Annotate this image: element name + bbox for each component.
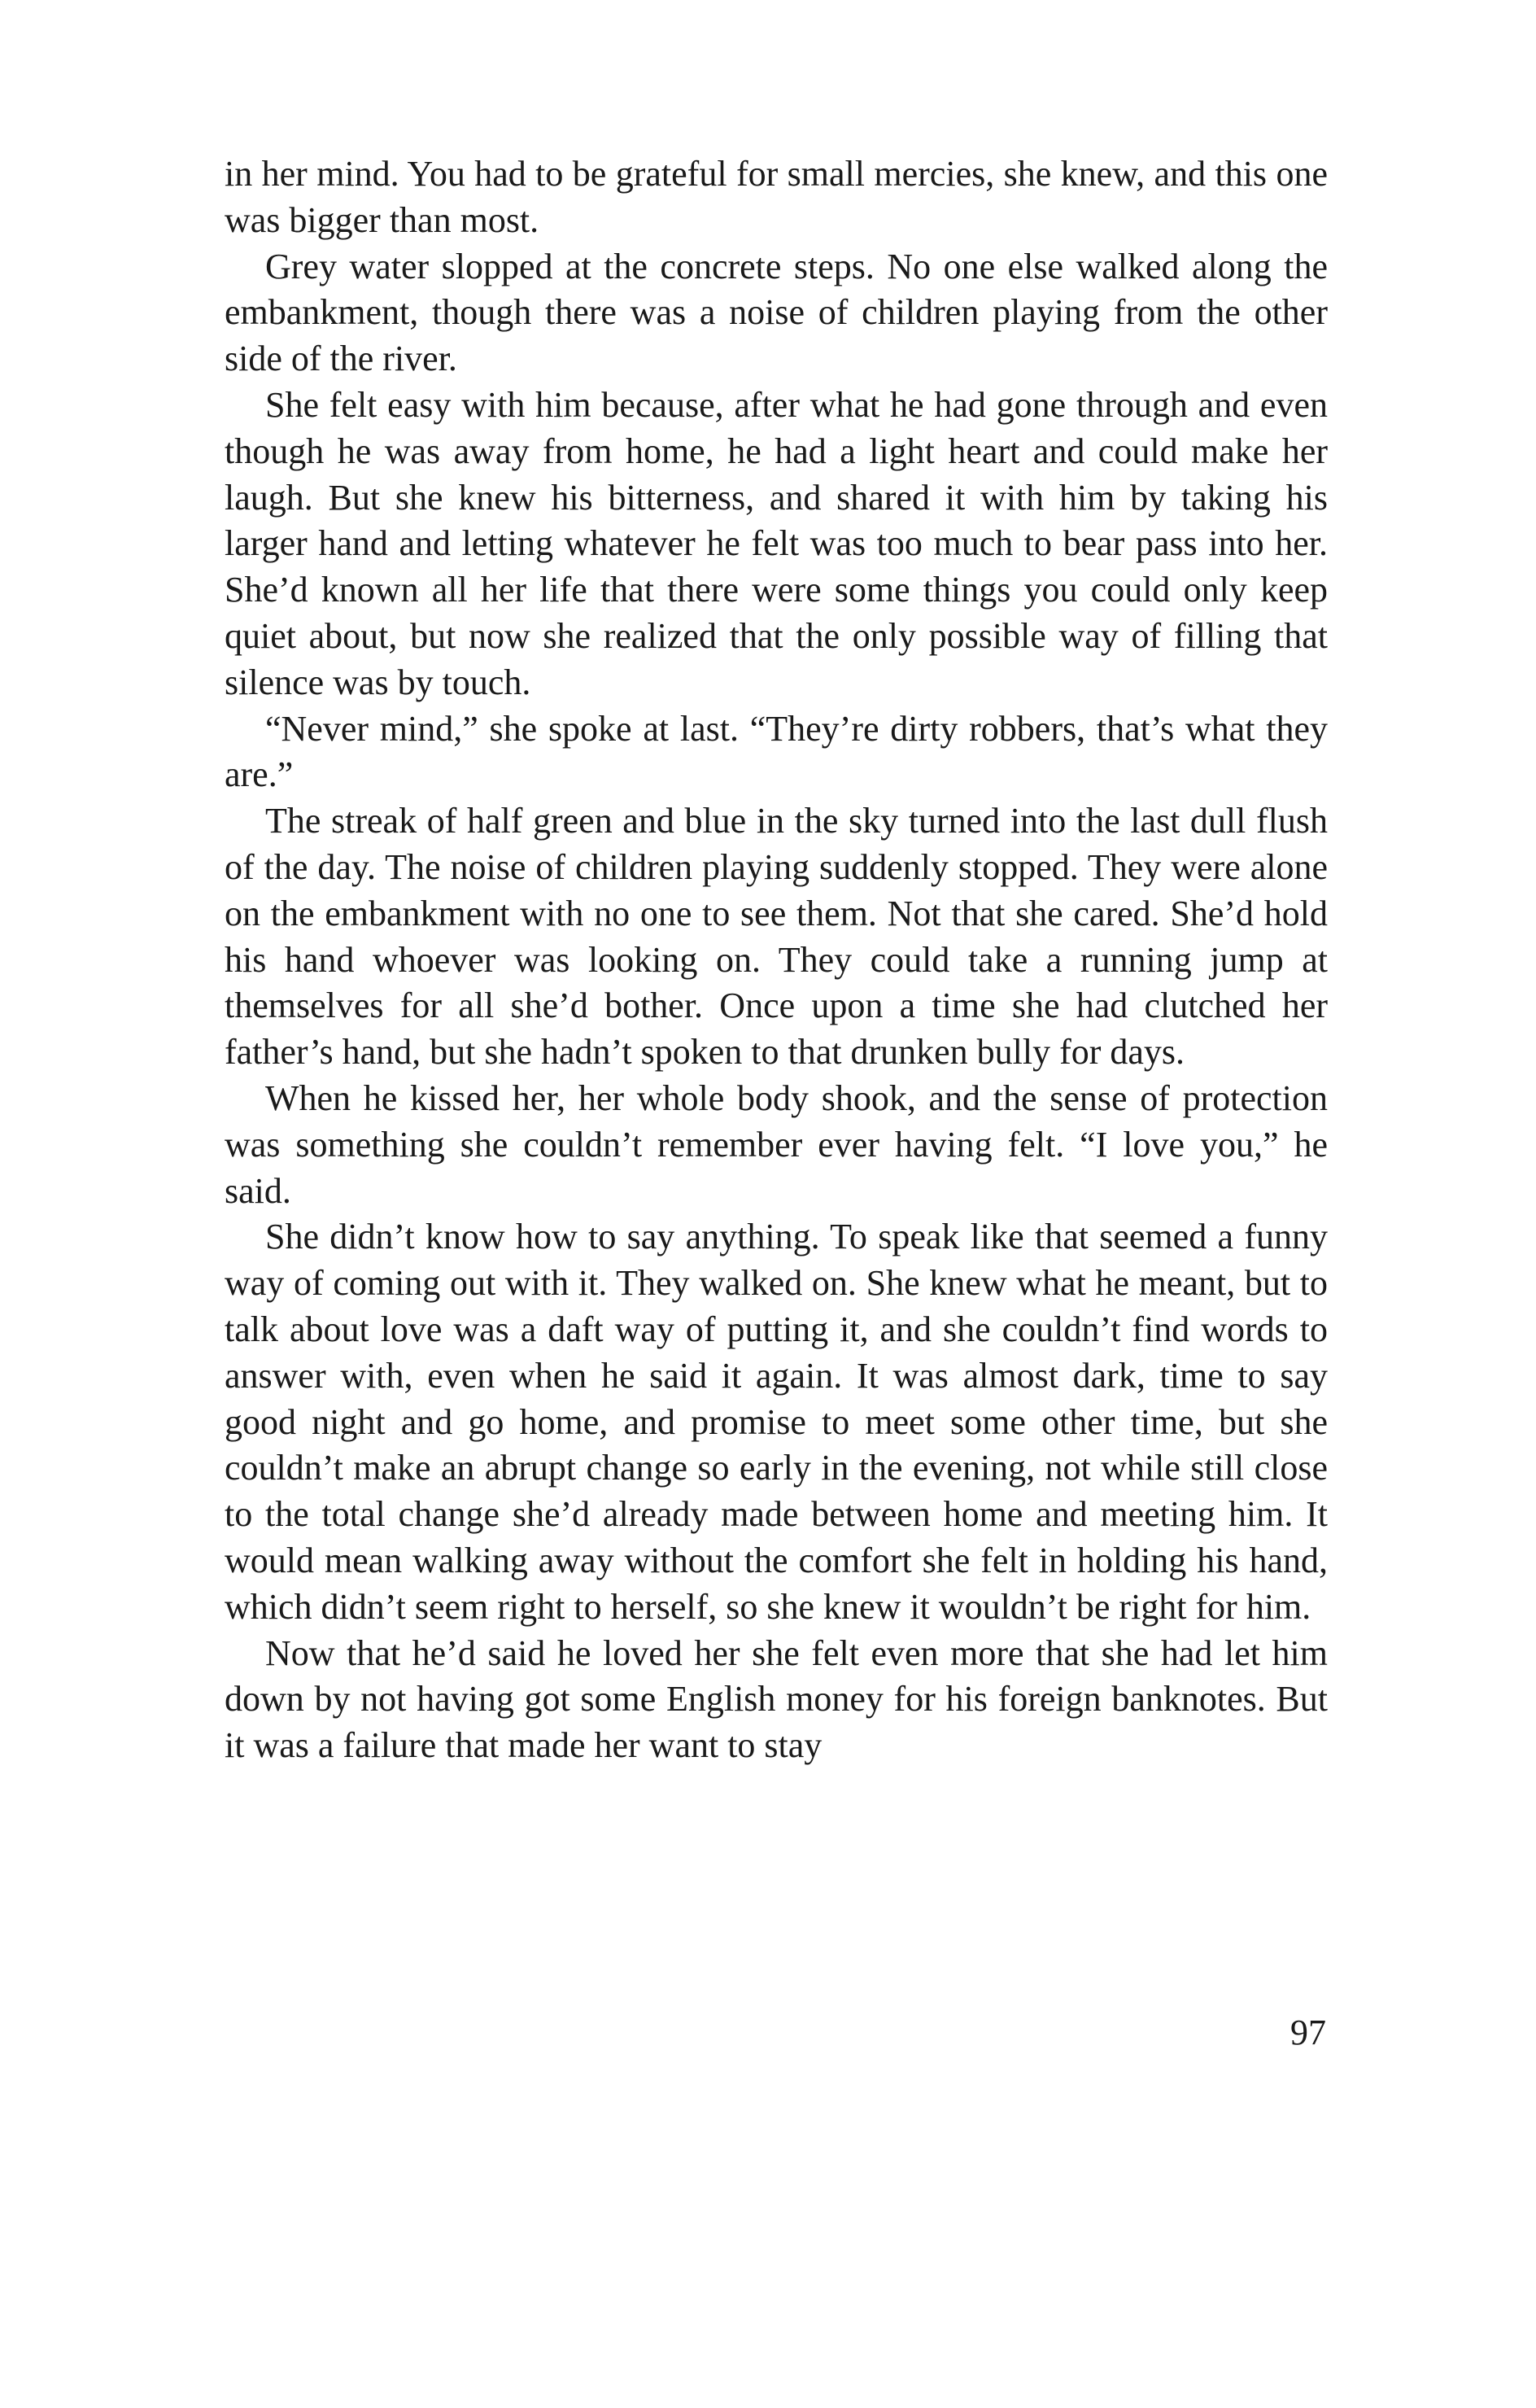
page-number: 97 [1290,2012,1326,2052]
paragraph-2: Grey water slopped at the concrete steps. No one else walked along the embankment, though there was a noise of children playing from the other side of the river. [225,246,1328,379]
paragraph-8: Now that he’d said he loved her she felt even more that she had let him down by not having got some English money for his foreign banknotes. But it was a failure that made her want to stay [225,1632,1328,1766]
paragraph-5: The streak of half green and blue in the sky turned into the last dull flush of the day. The noise of children playing suddenly stopped. They were alone on the embankment with no one to see them. Not that she cared. She’d hold his hand whoever was looking on. They could take a running jump at themselves for all she’d bother. Once upon a time she had clutched her father’s hand, but she hadn’t spoken to that drunken bully for days. [225,801,1328,1073]
paragraph-1: in her mind. You had to be grateful for small mercies, she knew, and this one was bigger than most. [225,154,1328,240]
paragraph-6: When he kissed her, her whole body shook, and the sense of protection was something she couldn’t remember ever having felt. “I love you,” he said. [225,1077,1328,1211]
paragraph-7: She didn’t know how to say anything. To speak like that seemed a funny way of coming out with it. They walked on. She knew what he meant, but to talk about love was a daft way of putting it, and she couldn’t find words to answer with, even when he said it again. It was almost dark, time to say good night and go home, and promise to meet some other time, but she couldn’t make an abrupt change so early in the evening, not while still close to the total change she’d already made between home and meeting him. It would mean walking away without the comfort she felt in holding his hand, which didn’t seem right to herself, so she knew it wouldn’t be right for him. [225,1217,1328,1627]
paragraph-4: “Never mind,” she spoke at last. “They’re dirty robbers, that’s what they are.” [225,708,1328,795]
body-text [225,151,1328,1769]
paragraph-3: She felt easy with him because, after what he had gone through and even though he was away from home, he had a light heart and could make her laugh. But she knew his bitterness, and shared it with him by taking his larger hand and letting whatever he felt was too much to bear pass into her. She’d known all her life that there were some things you could only keep quiet about, but now she realized that the only possible way of filling that silence was by touch. [225,384,1328,702]
